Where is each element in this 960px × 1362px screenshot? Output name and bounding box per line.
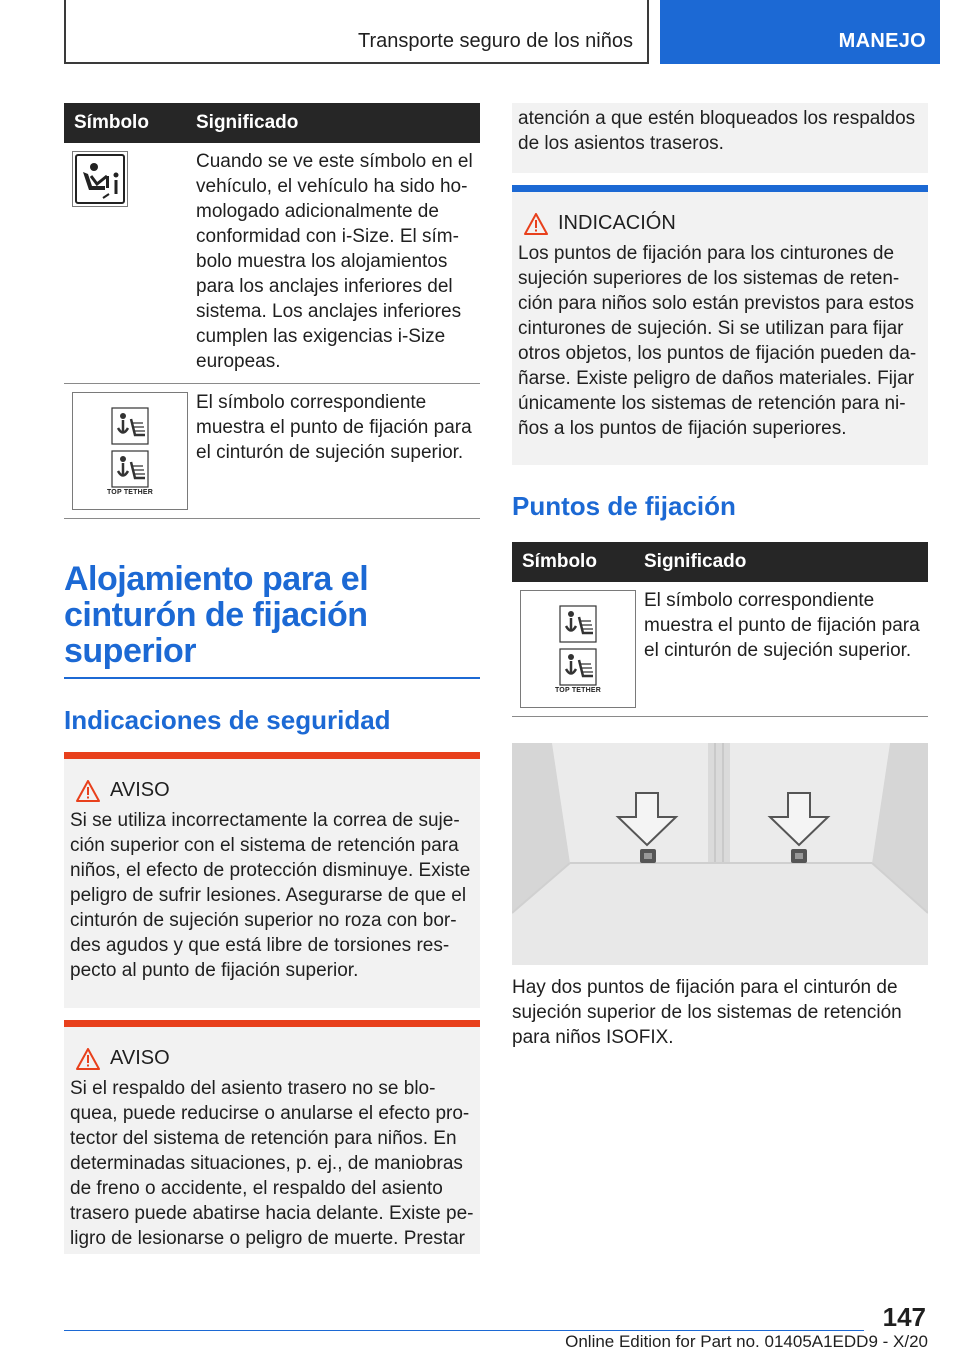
warning-title-text: AVISO: [110, 779, 170, 801]
right-column: [512, 103, 928, 1050]
note-box: [512, 185, 928, 465]
warning-box: [64, 1020, 480, 1254]
table-row: [512, 582, 928, 717]
header-section-box: [64, 0, 649, 64]
anchor-seat-icon: [111, 407, 149, 445]
section-heading: Alojamiento para el cinturón de fijación superior: [64, 561, 464, 679]
anchor-points-illustration: [512, 743, 928, 965]
symbol-cell: [64, 384, 196, 518]
left-column: [64, 103, 480, 1254]
col-symbol-header: Símbolo: [522, 551, 597, 572]
warning-title-text: AVISO: [110, 1047, 170, 1069]
top-tether-label: TOP TETHER: [554, 686, 602, 694]
warning-text: Si se utiliza incorrectamente la correa de suje-ción superior con el sistema de retención para niños, el efecto de protección disminuye. Existe peligro de sufrir lesiones. Asegurarse de que el cinturón de sujeción superior no roza con bor-des agudos y que está libre de torsiones res-pecto al punto de fijación superior.: [70, 810, 471, 981]
chapter-tab-label: MANEJO: [838, 30, 926, 52]
symbol-table-left: [64, 103, 480, 519]
warning-title: [64, 1027, 480, 1076]
warning-text-continued: atención a que estén bloqueados los respaldos de los asientos traseros.: [518, 108, 916, 154]
footer-divider: [64, 1330, 864, 1331]
anchor-seat-icon: [559, 605, 597, 643]
anchor-seat-icon: [111, 450, 149, 488]
meaning-cell: El símbolo correspondiente muestra el punto de fijación para el cinturón de sujeción superior.: [196, 392, 472, 463]
warning-text: Si el respaldo del asiento trasero no se blo-quea, puede reducirse o anularse el efecto pro-tector del sistema de retención para niños. En determinadas situaciones, p. ej., de maniobras de freno o accidente, el respaldo del asiento trasero puede abatirse hacia delante. Existe pe-ligro de lesionarse o peligro de muerte. Prestar: [70, 1078, 474, 1249]
top-tether-icon: [72, 392, 188, 510]
warning-box: [64, 752, 480, 1008]
warning-triangle-icon: [524, 213, 548, 235]
col-meaning-header: Significado: [644, 551, 747, 572]
symbol-cell: [512, 582, 644, 716]
meaning-cell: El símbolo correspondiente muestra el punto de fijación para el cinturón de sujeción superior.: [644, 590, 920, 661]
isize-seat-icon: [72, 151, 128, 207]
section-title: Transporte seguro de los niños: [358, 30, 633, 52]
symbol-table-right: [512, 542, 928, 717]
chapter-tab[interactable]: [660, 0, 940, 64]
warning-title: [64, 759, 480, 808]
table-row: [64, 384, 480, 519]
section-heading: Puntos de fijación: [512, 491, 736, 521]
subsection-heading: Indicaciones de seguridad: [64, 705, 391, 735]
warning-triangle-icon: [76, 780, 100, 802]
col-symbol-header: Símbolo: [74, 112, 149, 133]
note-text: Los puntos de fijación para los cinturones de sujeción superiores de los sistemas de reten-ción para niños solo están previstos para estos cinturones de sujeción. Si se utilizan para fijar otros objetos, los puntos de fijación pueden da-ñarse. Existe peligro de daños materiales. Fijar únicamente los sistemas de retención para ni-ños a los puntos de fijación superiores.: [518, 243, 917, 439]
illustration-caption: Hay dos puntos de fijación para el cinturón de sujeción superior de los sistemas de retención para niños ISOFIX.: [512, 977, 902, 1048]
note-title: [512, 192, 928, 241]
meaning-cell: Cuando se ve este símbolo en el vehículo, el vehículo ha sido ho-mologado adicionalmente de conformidad con i-Size. El sím-bolo muestra los alojamientos para los anclajes inferiores del sistema. Los anclajes inferiores cumplen las exigencias i-Size europeas.: [196, 151, 473, 372]
col-meaning-header: Significado: [196, 112, 299, 133]
top-tether-label: TOP TETHER: [106, 488, 154, 496]
note-title-text: INDICACIÓN: [558, 212, 676, 234]
table-header: [64, 103, 480, 143]
table-row: [64, 143, 480, 384]
top-tether-icon: [520, 590, 636, 708]
symbol-cell: [64, 143, 196, 383]
table-header: [512, 542, 928, 582]
page-header: [0, 0, 960, 66]
footer-edition: Online Edition for Part no. 01405A1EDD9 - X/20: [565, 1332, 928, 1351]
page-number: 147: [882, 1302, 926, 1332]
anchor-seat-icon: [559, 648, 597, 686]
warning-triangle-icon: [76, 1048, 100, 1070]
warning-box-continued: [512, 103, 928, 173]
